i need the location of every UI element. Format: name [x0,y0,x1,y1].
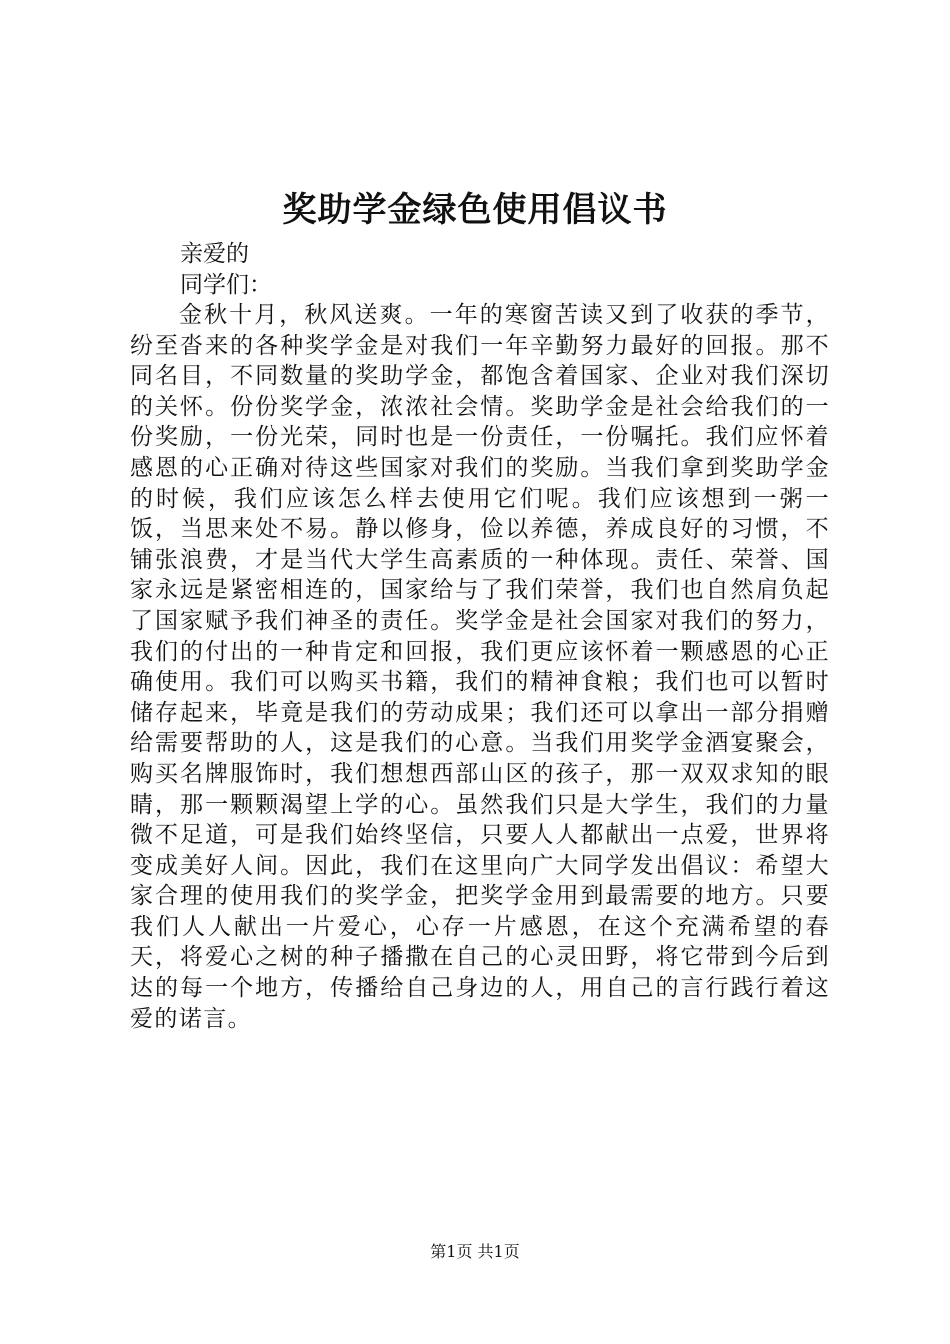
document-title: 奖助学金绿色使用倡议书 [282,190,668,230]
page-number-footer: 第1页 共1页 [430,1242,520,1261]
body-paragraph: 金秋十月，秋风送爽。一年的寒窗苦读又到了收获的季节，纷至沓来的各种奖学金是对我们一年辛勤努力最好的回报。那不同名目，不同数量的奖助学金，都饱含着国家、企业对我们深切的关怀。份份奖学金，浓浓社会情。奖助学金是社会给我们的一份奖励，一份光荣，同时也是一份责任，一份嘱托。我们应怀着感恩的心正确对待这些国家对我们的奖励。当我们拿到奖助学金的时候，我们应该怎么样去使用它们呢。我们应该想到一粥一饭，当思来处不易。静以修身，俭以养德，养成良好的习惯，不铺张浪费，才是当代大学生高素质的一种体现。责任、荣誉、国家永远是紧密相连的，国家给与了我们荣誉，我们也自然肩负起了国家赋予我们神圣的责任。奖学金是社会国家对我们的努力，我们的付出的一种肯定和回报，我们更应该怀着一颗感恩的心正确使用。我们可以购买书籍，我们的精神食粮；我们也可以暂时储存起来，毕竟是我们的劳动成果；我们还可以拿出一部分捐赠给需要帮助的人，这是我们的心意。当我们用奖学金酒宴聚会，购买名牌服饰时，我们想想西部山区的孩子，那一双双求知的眼睛，那一颗颗渴望上学的心。虽然我们只是大学生，我们的力量微不足道，可是我们始终坚信，只要人人都献出一点爱，世界将变成美好人间。因此，我们在这里向广大同学发出倡议：希望大家合理的使用我们的奖学金，把奖学金用到最需要的地方。只要我们人人献出一片爱心，心存一片感恩，在这个充满希望的春天，将爱心之树的种子播撒在自己的心灵田野，将它带到今后到达的每一个地方，传播给自己身边的人，用自己的言行践行着这爱的诺言。 [130,302,830,1032]
salutation-line-2: 同学们： [180,272,272,298]
salutation-line-1: 亲爱的 [180,241,249,267]
